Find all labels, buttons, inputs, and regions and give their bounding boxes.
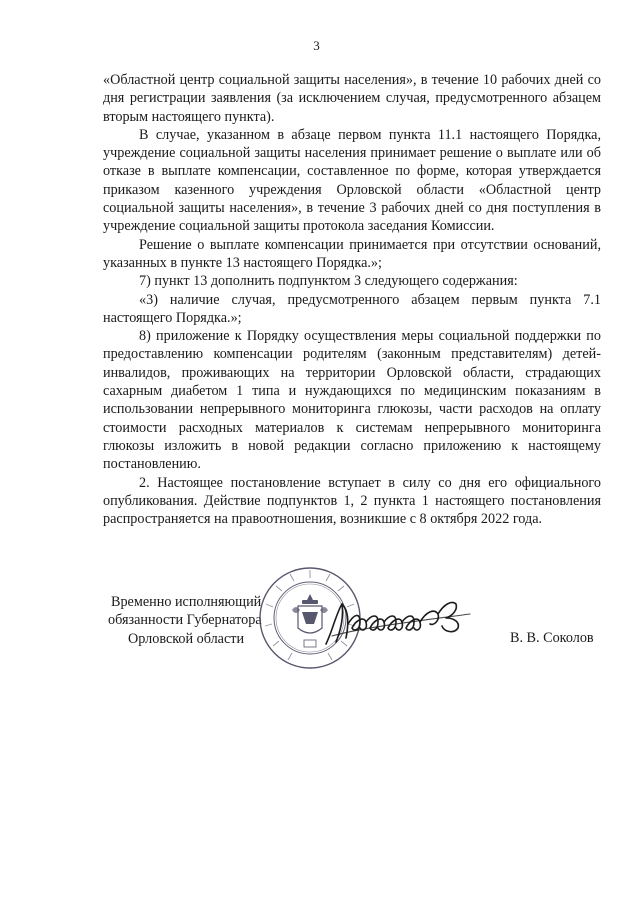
paragraph: «3) наличие случая, предусмотренного абзацем первым пункта 7.1 настоящего Порядка.»; xyxy=(103,291,601,326)
signatory-position xyxy=(108,593,262,648)
signatory-position-line: обязанности Губернатора xyxy=(108,612,262,629)
page-number: 3 xyxy=(313,38,320,53)
signatory-position-line: Орловской области xyxy=(128,630,245,647)
paragraph: В случае, указанном в абзаце первом пункта 11.1 настоящего Порядка, учреждение социальной защиты населения принимает решение о выплате или об отказе в выплате компенсации, составленное по форме, которая утверждается приказом казенного учреждения Орловской области «Областной центр социальной защиты населения», в течение 3 рабочих дней со дня поступления в учреждение социальной защиты протокола заседания Комиссии. xyxy=(103,126,601,235)
signer-name: В. В. Соколов xyxy=(510,630,594,646)
paragraph: 2. Настоящее постановление вступает в силу со дня его официального опубликования. Действие подпунктов 1, 2 пункта 1 настоящего постановления распространяется на правоотношения, возникшие с 8 октября 2022 года. xyxy=(103,474,601,528)
signatory-position-line: Временно исполняющий xyxy=(111,594,262,610)
document-body xyxy=(103,71,601,528)
paragraph: 7) пункт 13 дополнить подпунктом 3 следующего содержания: xyxy=(139,273,518,290)
paragraph: Решение о выплате компенсации принимается при отсутствии оснований, указанных в пункте 13 настоящего Порядка.»; xyxy=(103,236,601,271)
paragraph: 8) приложение к Порядку осуществления меры социальной поддержки по предоставлению компенсации родителям (законным представителям) детей-инвалидов, проживающих на территории Орловской области, страдающих сахарным диабетом 1 типа и нуждающихся по медицинским показаниям в использовании непрерывного мониторинга глюкозы, части расходов на оплату стоимости расходных материалов к системам непрерывного мониторинга глюкозы изложить в новой редакции согласно приложению к настоящему постановлению. xyxy=(103,328,601,473)
handwritten-signature xyxy=(320,592,480,650)
paragraph: «Областной центр социальной защиты населения», в течение 10 рабочих дней со дня регистрации заявления (за исключением случая, предусмотренного абзацем вторым настоящего пункта). xyxy=(103,72,601,125)
